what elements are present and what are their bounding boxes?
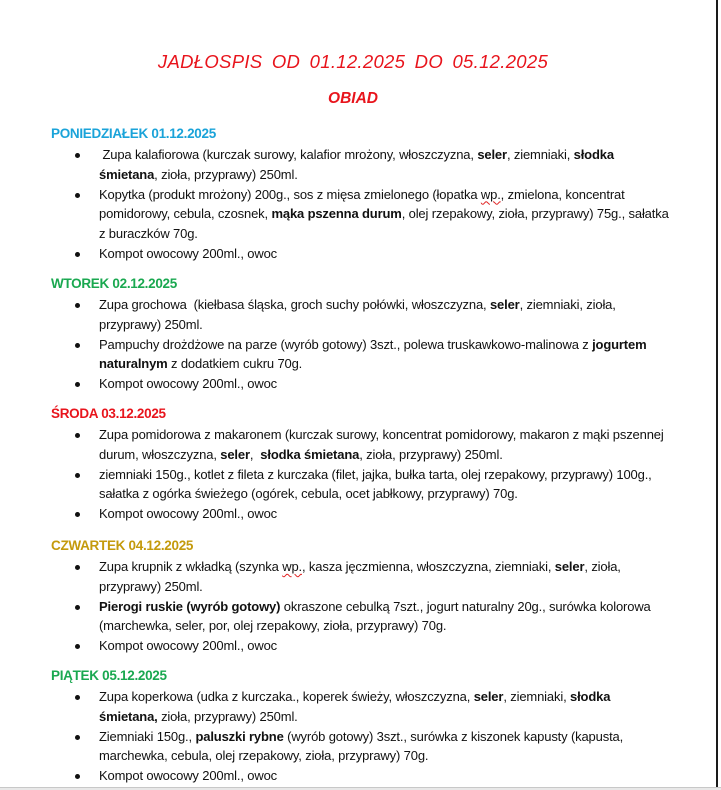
item-text: , ziemniaki, zioła, przyprawy) 250ml. xyxy=(99,297,620,332)
menu-item xyxy=(51,425,671,464)
item-text: , zmielona, koncentrat pomidorowy, cebula, czosnek, xyxy=(99,186,629,222)
item-text: z dodatkiem cukru 70g. xyxy=(167,356,303,372)
bold-text: słodka śmietana, xyxy=(99,689,614,724)
day-heading: PONIEDZIAŁEK 01.12.2025 xyxy=(51,126,216,141)
item-text: okraszone cebulką 7szt., jogurt naturalny 20g., surówka kolorowa (marchewka, seler, por, olej rzepakowy, zioła, przyprawy) 70g. xyxy=(99,598,655,634)
bold-text: seler xyxy=(220,446,250,462)
bold-text: seler xyxy=(473,689,504,704)
item-text: Zupa grochowa (kiełbasa śląska, groch suchy połówki, włoszczyzna, xyxy=(99,297,490,312)
bold-text: seler xyxy=(477,147,507,162)
bold-text: słodka śmietana xyxy=(99,147,618,182)
item-text: Zupa koperkowa (udka z kurczaka., koperek świeży, włoszczyzna, xyxy=(99,689,474,704)
menu-item xyxy=(51,185,671,244)
item-text: ziemniaki 150g., kotlet z fileta z kurczaka (filet, jajka, bułka tarta, olej rzepakowy, przyprawy) 100g., sałatka z ogórka świeżego (ogórek, cebula, ocet jabłkowy, przyprawy) 70g. xyxy=(99,466,656,502)
bullet-icon xyxy=(75,343,80,348)
item-text: , kasza jęczmienna, włoszczyzna, ziemniaki, xyxy=(301,559,555,574)
bullet-icon xyxy=(75,565,80,570)
bold-text: jogurtem naturalnym xyxy=(99,336,650,372)
item-text: wp. xyxy=(480,186,501,202)
menu-item xyxy=(51,597,671,636)
menu-item xyxy=(51,687,671,726)
document-subtitle: OBIAD xyxy=(328,90,378,107)
menu-list xyxy=(51,425,671,524)
item-text: Kopytka (produkt mrożony) 200g., sos z mięsa zmielonego (łopatka xyxy=(99,186,481,202)
menu-item xyxy=(51,465,671,504)
item-text: , ziemniaki, xyxy=(503,689,570,704)
bullet-icon xyxy=(75,605,80,610)
day-heading: PIĄTEK 05.12.2025 xyxy=(51,668,167,683)
day-heading: ŚRODA 03.12.2025 xyxy=(51,406,166,421)
item-text: Zupa pomidorowa z makaronem (kurczak surowy, koncentrat pomidorowy, makaron z mąki pszennej durum, włoszczyzna, xyxy=(99,427,668,462)
item-text: Pampuchy drożdżowe na parze (wyrób gotowy) 3szt., polewa truskawkowo-malinowa z xyxy=(99,336,593,352)
menu-item xyxy=(51,335,671,374)
item-text: Kompot owocowy 200ml., owoc xyxy=(99,376,278,392)
day-section-thursday xyxy=(51,535,671,656)
menu-item xyxy=(51,727,671,766)
bullet-icon xyxy=(75,252,80,257)
item-text: (wyrób gotowy) 3szt., surówka z kiszonek kapusty (kapusta, marchewka, cebula, olej rzepakowy, zioła, przyprawy) 70g. xyxy=(99,728,627,764)
item-text: Zupa kalafiorowa (kurczak surowy, kalafior mrożony, włoszczyzna, xyxy=(99,147,478,162)
bullet-icon xyxy=(75,153,80,158)
bold-text: mąka pszenna durum xyxy=(271,206,402,222)
menu-item xyxy=(51,244,671,264)
item-text: Kompot owocowy 200ml., owoc xyxy=(99,246,278,262)
item-text: , ziemniaki, xyxy=(506,147,574,162)
menu-item xyxy=(51,766,671,786)
bullet-icon xyxy=(75,644,80,649)
day-heading: CZWARTEK 04.12.2025 xyxy=(51,538,194,553)
document-title: JADŁOSPIS OD 01.12.2025 DO 05.12.2025 xyxy=(157,51,549,72)
bullet-icon xyxy=(75,735,80,740)
item-text: Ziemniaki 150g., xyxy=(99,728,196,744)
item-text: , zioła, przyprawy) 250ml. xyxy=(154,166,298,182)
item-text: Zupa krupnik z wkładką (szynka xyxy=(99,559,283,574)
menu-item xyxy=(51,504,671,524)
item-text: , zioła, przyprawy) 250ml. xyxy=(359,446,503,462)
menu-list xyxy=(51,557,671,656)
item-text: , zioła, przyprawy) 250ml. xyxy=(99,559,625,594)
menu-item xyxy=(51,557,671,596)
item-text: Kompot owocowy 200ml., owoc xyxy=(99,768,278,784)
item-text: , olej rzepakowy, zioła, przyprawy) 75g., sałatka z buraczków 70g. xyxy=(99,206,673,242)
item-text: wp. xyxy=(282,559,302,574)
menu-list xyxy=(51,145,671,264)
menu-item xyxy=(51,636,671,656)
bullet-icon xyxy=(75,193,80,198)
day-section-friday xyxy=(51,665,671,786)
bullet-icon xyxy=(75,695,80,700)
bullet-icon xyxy=(75,303,80,308)
menu-list xyxy=(51,295,671,394)
bullet-icon xyxy=(75,433,80,438)
bullet-icon xyxy=(75,774,80,779)
bullet-icon xyxy=(75,382,80,387)
bold-text: paluszki rybne xyxy=(195,728,284,744)
menu-item xyxy=(51,374,671,394)
item-text: Kompot owocowy 200ml., owoc xyxy=(99,506,278,522)
bold-text: seler xyxy=(489,297,520,312)
item-text: , xyxy=(249,446,261,462)
day-section-tuesday xyxy=(51,273,671,394)
bullet-icon xyxy=(75,473,80,478)
menu-item xyxy=(51,295,671,334)
bold-text: Pierogi ruskie (wyrób gotowy) xyxy=(99,598,281,614)
item-text: Kompot owocowy 200ml., owoc xyxy=(99,638,278,654)
day-section-monday xyxy=(51,123,671,264)
bold-text: słodka śmietana xyxy=(260,446,360,462)
item-text: zioła, przyprawy) 250ml. xyxy=(157,708,298,724)
bold-text: seler xyxy=(554,559,585,574)
menu-item xyxy=(51,145,671,184)
bullet-icon xyxy=(75,512,80,517)
day-section-wednesday xyxy=(51,403,671,524)
menu-list xyxy=(51,687,671,786)
day-heading: WTOREK 02.12.2025 xyxy=(51,276,177,291)
